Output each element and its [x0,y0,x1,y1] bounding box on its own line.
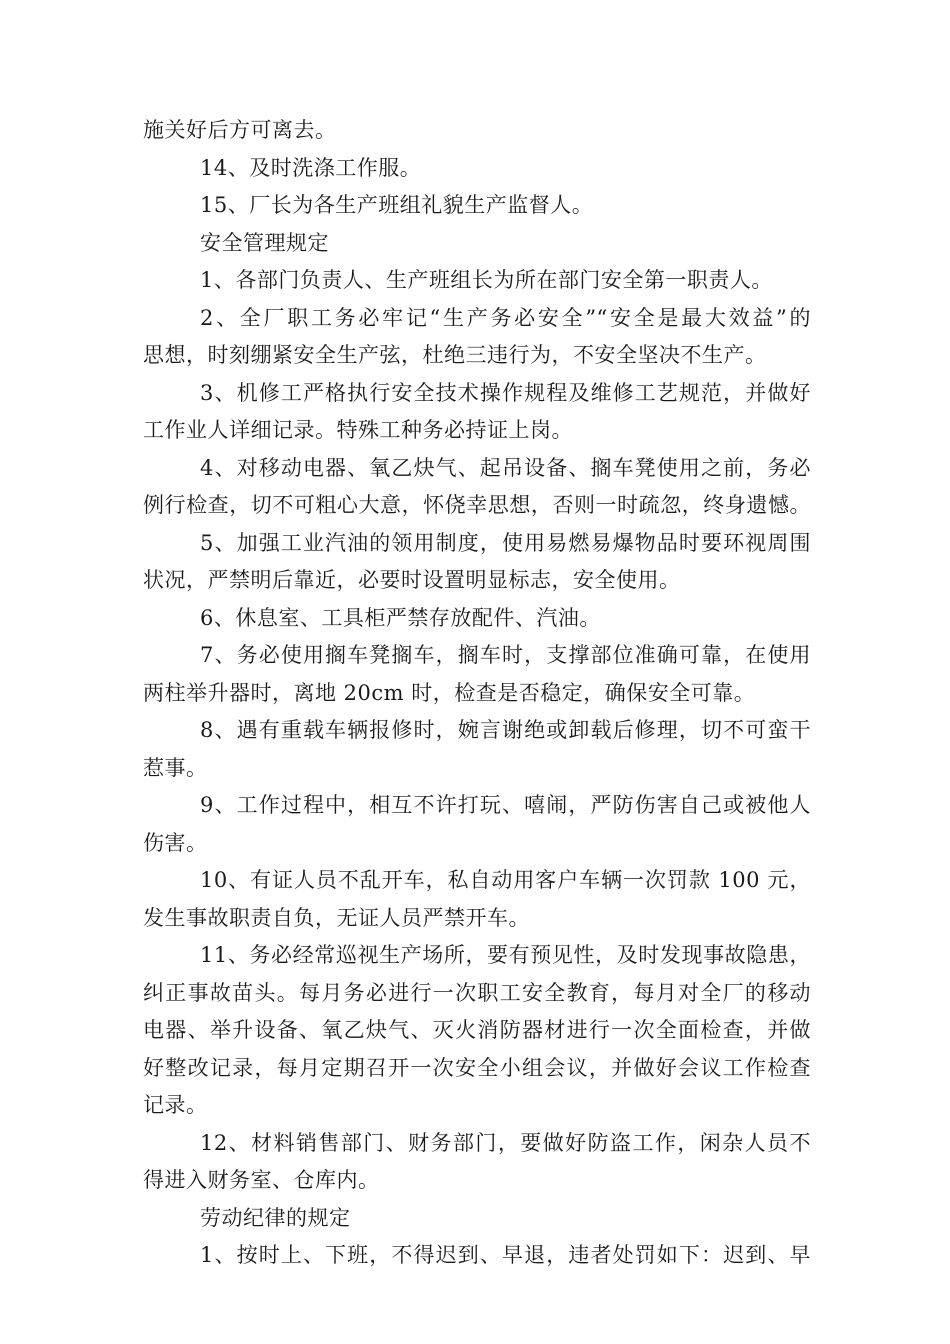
text-line: 1、各部门负责人、生产班组长为所在部门安全第一职责人。 [200,268,773,292]
text-line: 9、工作过程中，相互不许打玩、嘻闹，严防伤害自己或被他人 [200,793,811,817]
text-line: 6、休息室、工具柜严禁存放配件、汽油。 [200,605,601,630]
text-line: 2、全厂职工务必牢记“生产务必安全”“安全是最大效益”的 [200,305,811,330]
text-line: 两柱举升器时，离地 20cm 时，检查是否稳定，确保安全可靠。 [143,680,756,705]
text-line: 4、对移动电器、氧乙炔气、起吊设备、搁车凳使用之前，务必 [200,455,811,480]
text-line: 5、加强工业汽油的领用制度，使用易燃易爆物品时要环视周围 [200,530,811,555]
text-line: 例行检查，切不可粗心大意，怀侥幸思想，否则一时疏忽，终身遗憾。 [143,493,811,517]
text-line: 15、厂长为各生产班组礼貌生产监督人。 [200,193,594,217]
text-line: 劳动纪律的规定 [200,1205,351,1230]
text-line: 14、及时洗涤工作服。 [200,155,422,180]
text-line: 电器、举升设备、氧乙炔气、灭火消防器材进行一次全面检查，并做 [143,1018,811,1042]
text-line: 1、按时上、下班，不得迟到、早退，违者处罚如下：迟到、早 [200,1243,811,1267]
text-line: 好整改记录，每月定期召开一次安全小组会议，并做好会议工作检查 [143,1055,811,1080]
text-line: 11、务必经常巡视生产场所，要有预见性，及时发现事故隐患， [200,943,811,967]
text-line: 状况，严禁明后靠近，必要时设置明显标志，安全使用。 [143,568,681,592]
document-body [143,112,811,1275]
text-line: 惹事。 [143,755,208,780]
text-line: 思想，时刻绷紧安全生产弦，杜绝三违行为，不安全坚决不生产。 [143,343,767,367]
text-line: 伤害。 [143,830,208,855]
text-line: 纠正事故苗头。每月务必进行一次职工安全教育，每月对全厂的移动 [143,980,811,1005]
text-line: 记录。 [143,1093,208,1117]
text-line: 工作业人详细记录。特殊工种务必持证上岗。 [143,418,573,442]
text-line: 7、务必使用搁车凳搁车，搁车时，支撑部位准确可靠，在使用 [200,643,811,667]
text-line: 12、材料销售部门、财务部门，要做好防盗工作，闲杂人员不 [200,1130,811,1155]
text-line: 施关好后方可离去。 [143,118,337,142]
text-line: 3、机修工严格执行安全技术操作规程及维修工艺规范，并做好 [200,380,811,405]
text-line: 8、遇有重载车辆报修时，婉言谢绝或卸载后修理，切不可蛮干 [200,718,811,742]
text-line: 发生事故职责自负，无证人员严禁开车。 [143,905,530,930]
text-line: 得进入财务室、仓库内。 [143,1168,380,1192]
text-line: 10、有证人员不乱开车，私自动用客户车辆一次罚款 100 元， [200,868,811,892]
text-line: 安全管理规定 [200,230,329,255]
